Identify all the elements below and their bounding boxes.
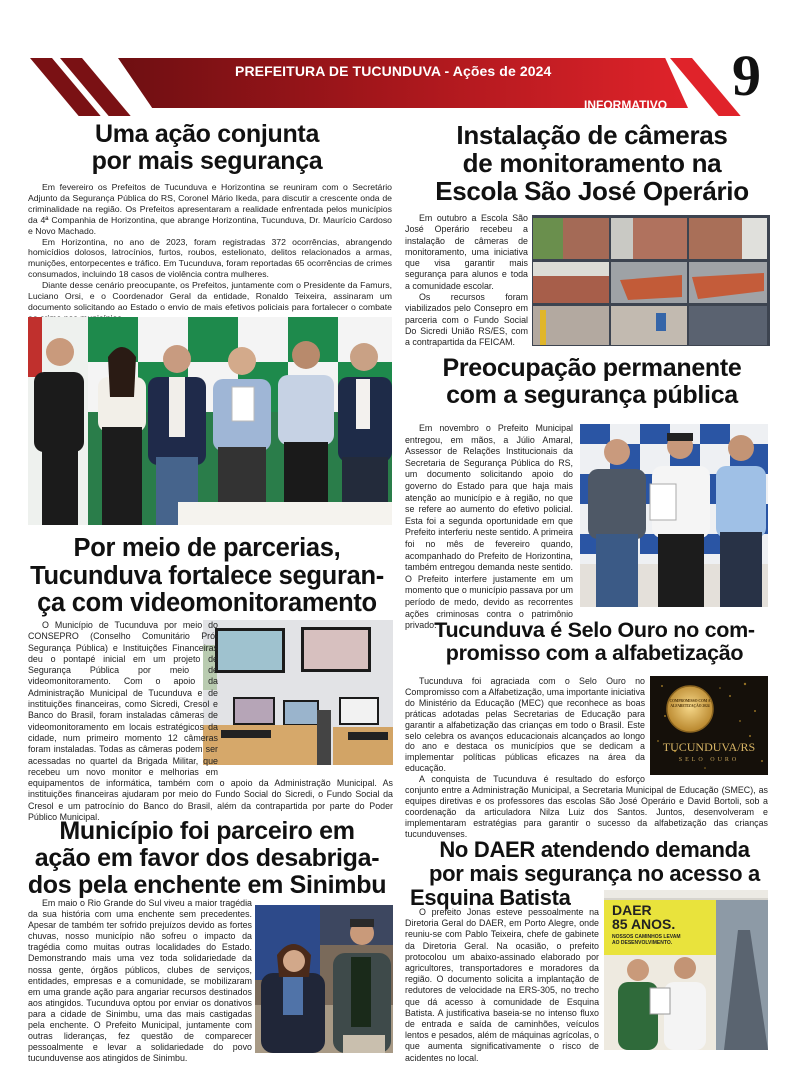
headline-line: Município foi parceiro em	[59, 817, 355, 845]
header-title: PREFEITURA DE TUCUNDUVA - Ações de 2024	[235, 63, 552, 79]
article-4-body-wrap	[28, 620, 393, 823]
photo-illustration	[580, 424, 768, 607]
paragraph: Diante desse cenário preocupante, os Prefeitos, juntamente com o Presidente da Famurs, Luciano Orsi, e o Coordenador Geral da entidade, Ronaldo Teixeira, assinaram um documento solicitando ao Estado o envio de mais efetivos policiais para fortalecer o combate	[28, 280, 392, 312]
paragraph: Em maio o Rio Grande do Sul viveu a maior tragédia da sua história com uma enchente sem precedentes. Apesar de também ter sofrido prejuízos devido as fortes chuvas, nosso município não sofreu o impacto da tragédia como muitas outras localidades do Estado. Demonstrando mais uma vez toda solidariedade da nossa gente, órgãos públicos, clubes de serviços, entidades, empresas e a comunidade, se mobilizaram em uma grande ação para angariar recursos destinados aos atingidos. Tucunduva optou por enviar os donativos para a cidade de Sinimbu, uma das mais castigadas pela enchente. O Prefeito Municipal, juntamente com outras lideranças, fez questão de comparecer pessoalmente e levar a solidariedade do povo tucunduvense aos atingidos de Sinimbu.	[28, 898, 252, 1064]
paragraph: O prefeito Jonas esteve pessoalmente na Diretoria Geral do DAER, em Porto Alegre, onde reuniu-se com Pablo Teixeira, chefe de gabinete da Diretoria Geral. Na ocasião, o prefeito protocolou um abaixo-assinado elaborado por agricultores, transportadores e moradores da região. O documento solicita a implantação de redutores de velocidade na ERS-305, no trecho que dá acesso à comunidade de Esquina Batista. A justificativa baseia-se no intenso fluxo de entrada e saída de caminhões, veículos lentos e pesados, além de máquinas agrícolas, o que aumenta significativamente o risco de acidentes no local.	[405, 907, 599, 1063]
photo-officials-meeting	[28, 317, 392, 525]
photo-daer-meeting	[604, 890, 768, 1050]
header-section: INFORMATIVO	[584, 98, 668, 112]
article-7-body	[405, 907, 599, 1064]
headline-line: por mais segurança	[91, 147, 323, 175]
photo-sinimbu-visit	[255, 905, 393, 1053]
photo-camera-grid	[532, 215, 770, 346]
headline-line: Preocupação permanente	[442, 354, 742, 382]
photo-illustration	[255, 905, 393, 1053]
headline-line: Tucunduva fortalece seguran-	[30, 561, 384, 590]
headline-line: Escola São José Operário	[435, 176, 749, 207]
paragraph: Tucunduva foi agraciada com o Selo Ouro no Compromisso com a Alfabetização, uma importante iniciativa do Ministério da Educação (MEC) que reconhece as boas práticas adotadas pelas Secretarias de Educação para garantir a alfabetização das crianças em todo o Brasil. Este selo celebra os avanços educacionais alcançados ao longo do ano e destaca os municípios que se dedicam a implementar políticas públicas eficazes na área da educação.	[405, 676, 645, 774]
headline-line: Uma ação conjunta	[94, 120, 320, 148]
paragraph: Em Horizontina, no ano de 2023, foram registradas 372 ocorrências, abrangendo homicídios dolosos, latrocínios, furtos, roubos, estelionato, delitos relacionados a armas, munições, entorpecentes e tráfico. Em Tucunduva, foram reportadas 65 ocorrências de crimes consumados, incluindo 18 casos de violência contra mulheres.	[28, 236, 392, 280]
paragraph: Em novembro o Prefeito Municipal entregou, em mãos, a Júlio Amaral, Assessor de Relações Institucionais da Secretaria de Segurança Pública do RS, um documento solicitando apoio do governo do Estado para que haja mais atenção ao município e à região, no que se refere ao aumento do efetivo policial. Esta foi a segunda oportunidade em que Prefeito interferiu neste sentido. A primeira foi no mês de fevereiro quando, acompanhado do Prefeito de Horizontina, também entregou demanda neste sentido. O Prefeito interfere justamente em um momento que o município passava por um período de medo, devido as recorrentes ações criminosas contra o patrimônio privado.	[405, 423, 573, 631]
article-4-headline	[22, 535, 392, 618]
article-5-headline	[402, 619, 787, 665]
article-6-headline	[22, 818, 392, 899]
paragraph: O Município de Tucunduva por meio do CONSEPRO (Conselho Comunitário Pró-Segurança Pública) e Instituições Financeiras deu o pontapé inicial em um projeto de Segurança Pública por meio de videomonitoramento. Com o apoio da Administração Municipal de Tucunduva e de instituições financeiras, como Sicredi, Cresol e Banco do Brasil, foram instaladas câmeras de videomonitoramento em locais estratégicos da cidade, num primeiro momento 12 câmeras foram instaladas. Todas as câmeras podem ser acessadas no quartel da Brigada Militar, que recebeu um novo monitor e melhorias em equipamentos de informática, também com o apoio da Administração Municipal. As instituições financeiras ajudaram por meio do Fundo Social do Sicredi, o Fundo Social da Cresol e um patrocínio do Banco do Brasil, além da contrapartida por parte do Poder Público Municipal.	[28, 620, 393, 823]
page-number: 9	[732, 43, 761, 108]
headline-line: Tucunduva é Selo Ouro no com-	[434, 618, 755, 642]
headline-line: Instalação de câmeras	[456, 120, 728, 150]
photo-illustration	[28, 317, 392, 525]
photo-famurs-delivery	[580, 424, 768, 607]
article-6-body	[28, 898, 252, 1064]
poster-line3: NOSSOS CAMINHOS LEVAM	[612, 934, 681, 940]
article-1-headline	[22, 121, 392, 175]
headline-line: com a segurança pública	[446, 381, 738, 409]
headline-line: Por meio de parcerias,	[73, 534, 341, 562]
float-spacer	[645, 676, 768, 778]
headline-line: ação em favor dos desabriga-	[34, 844, 380, 872]
headline-line: No DAER atendendo demanda	[439, 837, 750, 862]
headline-line: de monitoramento na	[462, 148, 722, 179]
paragraph: A conquista de Tucunduva é resultado do esforço conjunto entre a Administração Municipal, a Secretaria Municipal de Educação (SMEC), as equipes diretivas e os professores das escolas São José Operário e David Bortoli, sob a coordenação da articuladora Nilza Luiz dos Santos. Juntos, desenvolveram e implementaram estratégias para garantir o sucesso da alfabetização das crianças tucunduvenses.	[405, 774, 768, 839]
paragraph: Em fevereiro os Prefeitos de Tucunduva e Horizontina se reuniram com o Secretário Adjunto da Segurança Pública do RS, Coronel Mário Ikeda, para discutir a crescente onda de criminalidade na região. Os Prefeitos apresentaram a realidade enfrentada pelos municípios da 4ª Companhia de Horizontina, que abrange Horizontina, Tucunduva, Dr. Maurício Cardoso e Novo Machado.	[28, 182, 392, 236]
paragraph: Em outubro a Escola São José Operário recebeu a instalação de câmeras de monitoramento, uma iniciativa que visa garantir mais segurança para alunos e toda a comunidade escolar.	[405, 213, 528, 291]
headline-line: por mais segurança no acesso a	[429, 860, 760, 886]
poster-line2: 85 ANOS.	[612, 916, 676, 932]
headline-line: ça com videomonitoramento	[37, 589, 377, 618]
paragraph: Os recursos foram viabilizados pelo Consepro em parceria com o Fundo Social Do Sicredi União RS/ES, com a contrapartida da FEICAM.	[405, 292, 528, 348]
headline-line: Esquina Batista	[410, 884, 571, 910]
camera-feed-grid	[532, 215, 770, 346]
article-2-headline	[402, 121, 782, 205]
seal-city: TUCUNDUVA/RS	[662, 740, 756, 754]
article-3-body	[405, 423, 573, 632]
article-3-headline	[402, 355, 782, 409]
float-spacer	[218, 620, 393, 767]
article-1-body	[28, 182, 392, 324]
seal-caption: SELO OURO	[678, 757, 740, 763]
poster-line1: DAER	[612, 902, 652, 918]
article-5-body	[405, 676, 768, 840]
poster-line4: AO DESENVOLVIMENTO.	[612, 940, 673, 946]
headline-line: dos pela enchente em Sinimbu	[27, 871, 387, 899]
seal-badge-text: COMPROMISSO COM A ALFABETIZAÇÃO 2024	[669, 699, 711, 708]
headline-line: promisso com a alfabetização	[445, 641, 744, 666]
header-banner	[30, 58, 730, 116]
article-2-body	[405, 213, 528, 349]
